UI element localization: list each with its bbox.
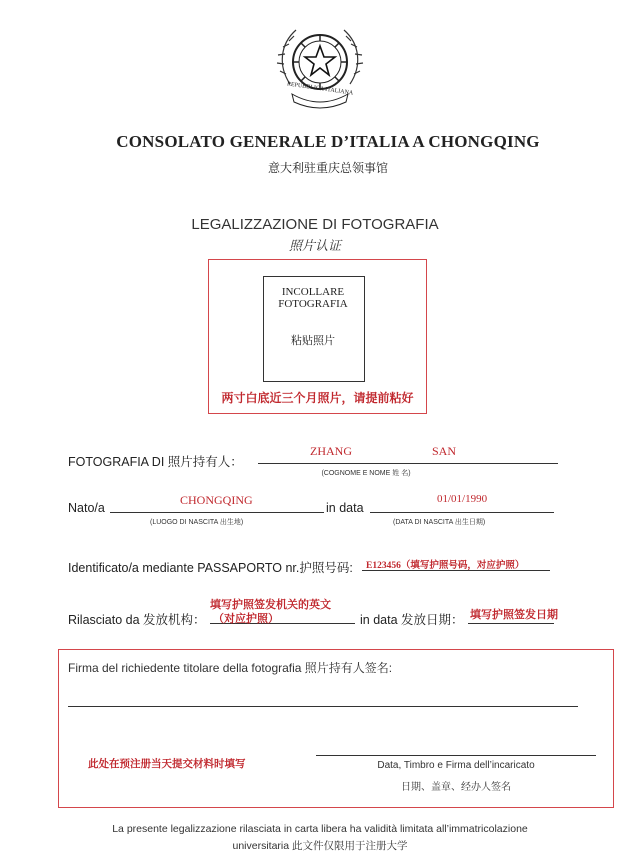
document-title: LEGALIZZAZIONE DI FOTOGRAFIA xyxy=(191,216,439,233)
birth-date-label: in data xyxy=(326,501,364,515)
holder-name-line xyxy=(258,463,558,464)
consulate-title-zh: 意大利驻重庆总领事馆 xyxy=(267,161,388,175)
birth-date-sub: (DATA DI NASCITA 出生日期) xyxy=(393,519,486,526)
birth-place-line xyxy=(110,512,324,513)
footer-note: La presente legalizzazione rilasciata in carta libera ha validità limitata all’immatricolazione xyxy=(112,823,528,835)
passport-number[interactable]: E123456（填写护照号码，对应护照） xyxy=(366,561,525,571)
birth-place[interactable]: CHONGQING xyxy=(180,493,253,507)
issued-authority[interactable]: 填写护照签发机关的英文 xyxy=(210,599,331,611)
photo-instruction-2: FOTOGRAFIA xyxy=(278,298,348,310)
emblem-ribbon-text: REPUBBLICA ITALIANA xyxy=(286,81,354,97)
officer-signature-line xyxy=(316,755,596,756)
signature-label: Firma del richiedente titolare della fotografia 照片持有人签名: xyxy=(68,661,393,675)
photo-instruction-zh: 粘贴照片 xyxy=(291,335,335,347)
signature-line[interactable] xyxy=(68,706,578,707)
photo-note: 两寸白底近三个月照片，请提前粘好 xyxy=(221,391,414,405)
footer-note-2: universitaria 此文件仅限用于注册大学 xyxy=(232,840,408,852)
passport-label: Identificato/a mediante PASSAPORTO nr.护照号码: xyxy=(68,561,353,575)
holder-label: FOTOGRAFIA DI 照片持有人： xyxy=(68,455,243,469)
holder-sub: (COGNOME E NOME 姓 名) xyxy=(321,470,411,477)
issued-date-label: in data 发放日期： xyxy=(360,613,464,627)
birth-date-line xyxy=(370,512,554,513)
officer-label: Data, Timbro e Firma dell’incaricato xyxy=(377,760,535,771)
holder-surname[interactable]: ZHANG xyxy=(310,444,352,458)
issued-label: Rilasciato da 发放机构： xyxy=(68,613,206,627)
issued-date-line xyxy=(468,623,554,624)
birth-label: Nato/a xyxy=(68,501,105,515)
issued-authority-2[interactable]: （对应护照） xyxy=(213,613,279,625)
holder-given-name[interactable]: SAN xyxy=(432,444,457,458)
consulate-title: CONSOLATO GENERALE D’ITALIA A CHONGQING xyxy=(116,132,540,151)
officer-label-zh: 日期、盖章、经办人签名 xyxy=(401,782,511,793)
document-title-zh: 照片认证 xyxy=(288,238,341,253)
signature-note: 此处在预注册当天提交材料时填写 xyxy=(88,759,246,770)
birth-date[interactable]: 01/01/1990 xyxy=(437,493,488,505)
issued-date[interactable]: 填写护照签发日期 xyxy=(470,609,558,621)
birth-place-sub: (LUOGO DI NASCITA 出生地) xyxy=(150,519,244,526)
photo-instruction: INCOLLARE xyxy=(281,286,345,298)
